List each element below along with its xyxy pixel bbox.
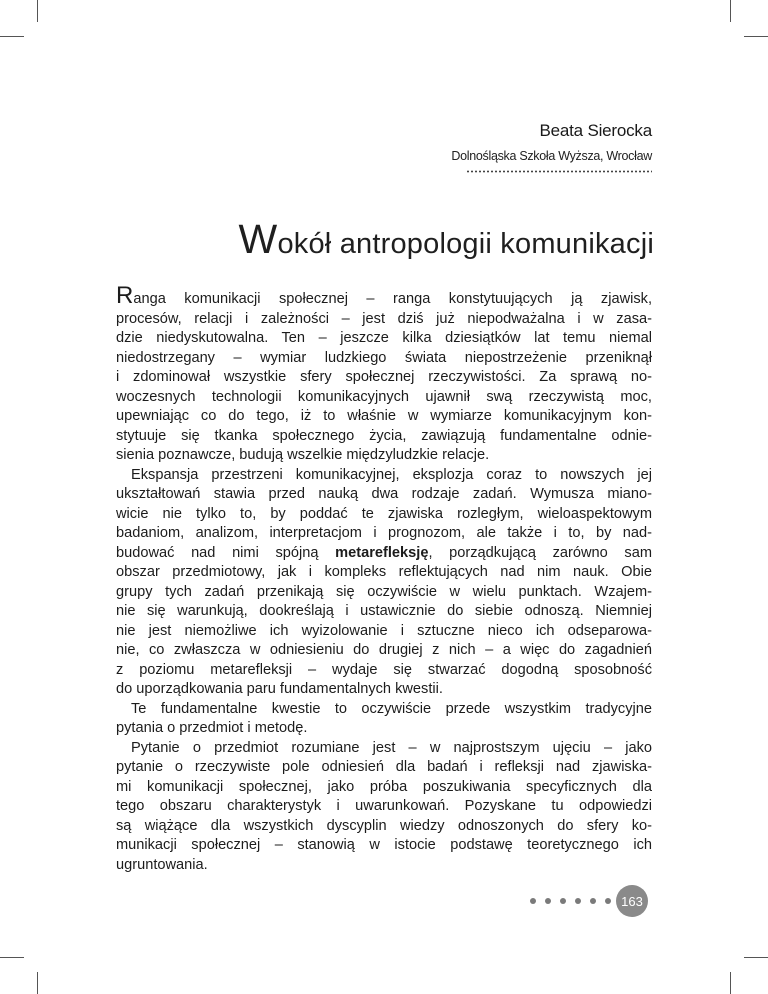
- page-number: 163: [616, 885, 648, 917]
- crop-mark: [730, 972, 731, 994]
- dot-ornament: [560, 898, 566, 904]
- article-body: [116, 282, 652, 875]
- title-initial: W: [238, 216, 278, 262]
- body-line: nie jest niemożliwe ich wyizolowanie i sztuczne nieco ich odseparowa-: [116, 622, 652, 639]
- dot-ornament: [575, 898, 581, 904]
- body-line: upewniając co do tego, iż to właśnie w wymiarze komunikacyjnym kon-: [116, 408, 652, 424]
- body-line: sienia poznawcze, budują wszelkie międzyludzkie relacje.: [116, 447, 490, 463]
- body-line: Te fundamentalne kwestie to oczywiście przede wszystkim tradycyjne: [131, 700, 652, 717]
- body-line: obszar przedmiotowy, jak i kompleks reflektujących nad nim nauk. Obie: [116, 564, 652, 580]
- body-line: Ranga komunikacji społecznej – ranga konstytuujących ją zjawisk,: [116, 282, 652, 309]
- body-line: badaniom, analizom, interpretacjom i prognozom, ale także i to, by nad-: [116, 525, 652, 541]
- body-line: mi komunikacji społecznej, jako próba poszukiwania specyficznych dla: [116, 778, 652, 795]
- body-line: nie się warunkują, dookreślają i ustawicznie do siebie odnoszą. Niemniej: [116, 603, 652, 619]
- crop-mark: [0, 957, 24, 958]
- dot-ornament: [545, 898, 551, 904]
- body-line: ugruntowania.: [116, 856, 208, 873]
- body-line: tego obszaru charakterystyk i uwarunkowań. Pozyskane tu odpowiedzi: [116, 798, 652, 814]
- crop-mark: [744, 36, 768, 37]
- article-title: [239, 216, 654, 263]
- body-line: ukształtowań stawia przed nauką dwa rodzaje zadań. Wymusza miano-: [116, 486, 652, 502]
- title-text: okół antropologii komunikacji: [277, 228, 654, 260]
- body-line: Pytanie o przedmiot rozumiane jest – w najprostszym ujęciu – jako: [131, 739, 652, 756]
- author-affiliation: Dolnośląska Szkoła Wyższa, Wrocław: [451, 149, 652, 163]
- body-line: do uporządkowania paru fundamentalnych kwestii.: [116, 681, 443, 697]
- page-footer: [530, 884, 648, 918]
- body-line: munikacji społecznej – stanowią w istocie podstawę teoretycznego ich: [116, 837, 652, 853]
- body-line: pytanie o rzeczywiste pole odniesień dla badań i refleksji nad zjawiska-: [116, 759, 652, 775]
- body-line: woczesnych technologii komunikacyjnych ujawnił swą rzeczywistą moc,: [116, 388, 652, 405]
- body-line: budować nad nimi spójną metarefleksję, porządkującą zarówno sam: [116, 544, 652, 561]
- drop-initial: R: [116, 282, 134, 309]
- body-line: wicie nie tylko to, by poddać te zjawiska rozległym, wieloaspektowym: [116, 505, 652, 522]
- dot-ornament: [605, 898, 611, 904]
- body-line: stytuuje się tkanka społecznego życia, zawiązują fundamentalne odnie-: [116, 427, 652, 444]
- author-name: Beata Sierocka: [539, 121, 652, 140]
- crop-mark: [37, 972, 38, 994]
- crop-mark: [37, 0, 38, 22]
- crop-mark: [730, 0, 731, 22]
- body-line: Ekspansja przestrzeni komunikacyjnej, eksplozja coraz to nowszych jej: [131, 466, 652, 483]
- crop-mark: [0, 36, 24, 37]
- body-line: dzie niedyskutowalna. Ten – jeszcze kilka dziesiątków lat temu niemal: [116, 330, 652, 346]
- body-line: grupy tych zadań przenikają się oczywiście w wielu punktach. Wzajem-: [116, 583, 652, 600]
- dotted-rule: [466, 170, 652, 173]
- body-line: niedostrzegany – wymiar ludzkiego świata niepostrzeżenie przeniknął: [116, 349, 652, 366]
- bold-term: metarefleksję: [335, 544, 429, 561]
- body-line: z poziomu metarefleksji – wydaje się stwarzać dogodną sposobność: [116, 661, 652, 678]
- body-line: są wiążące dla wszystkich dyscyplin wiedzy odnoszonych do sfery ko-: [116, 817, 652, 834]
- dot-ornament: [530, 898, 536, 904]
- body-line: i zdominował wszystkie sfery społecznej rzeczywistości. Za sprawą no-: [116, 369, 652, 385]
- body-line: pytania o przedmiot i metodę.: [116, 720, 308, 736]
- body-line: nie, co zwłaszcza w odniesieniu do drugiej z nich – a więc do zagadnień: [116, 642, 652, 658]
- dot-ornament: [590, 898, 596, 904]
- crop-mark: [744, 957, 768, 958]
- body-line: procesów, relacji i zależności – jest dziś już niepodważalna i w zasa-: [116, 310, 652, 327]
